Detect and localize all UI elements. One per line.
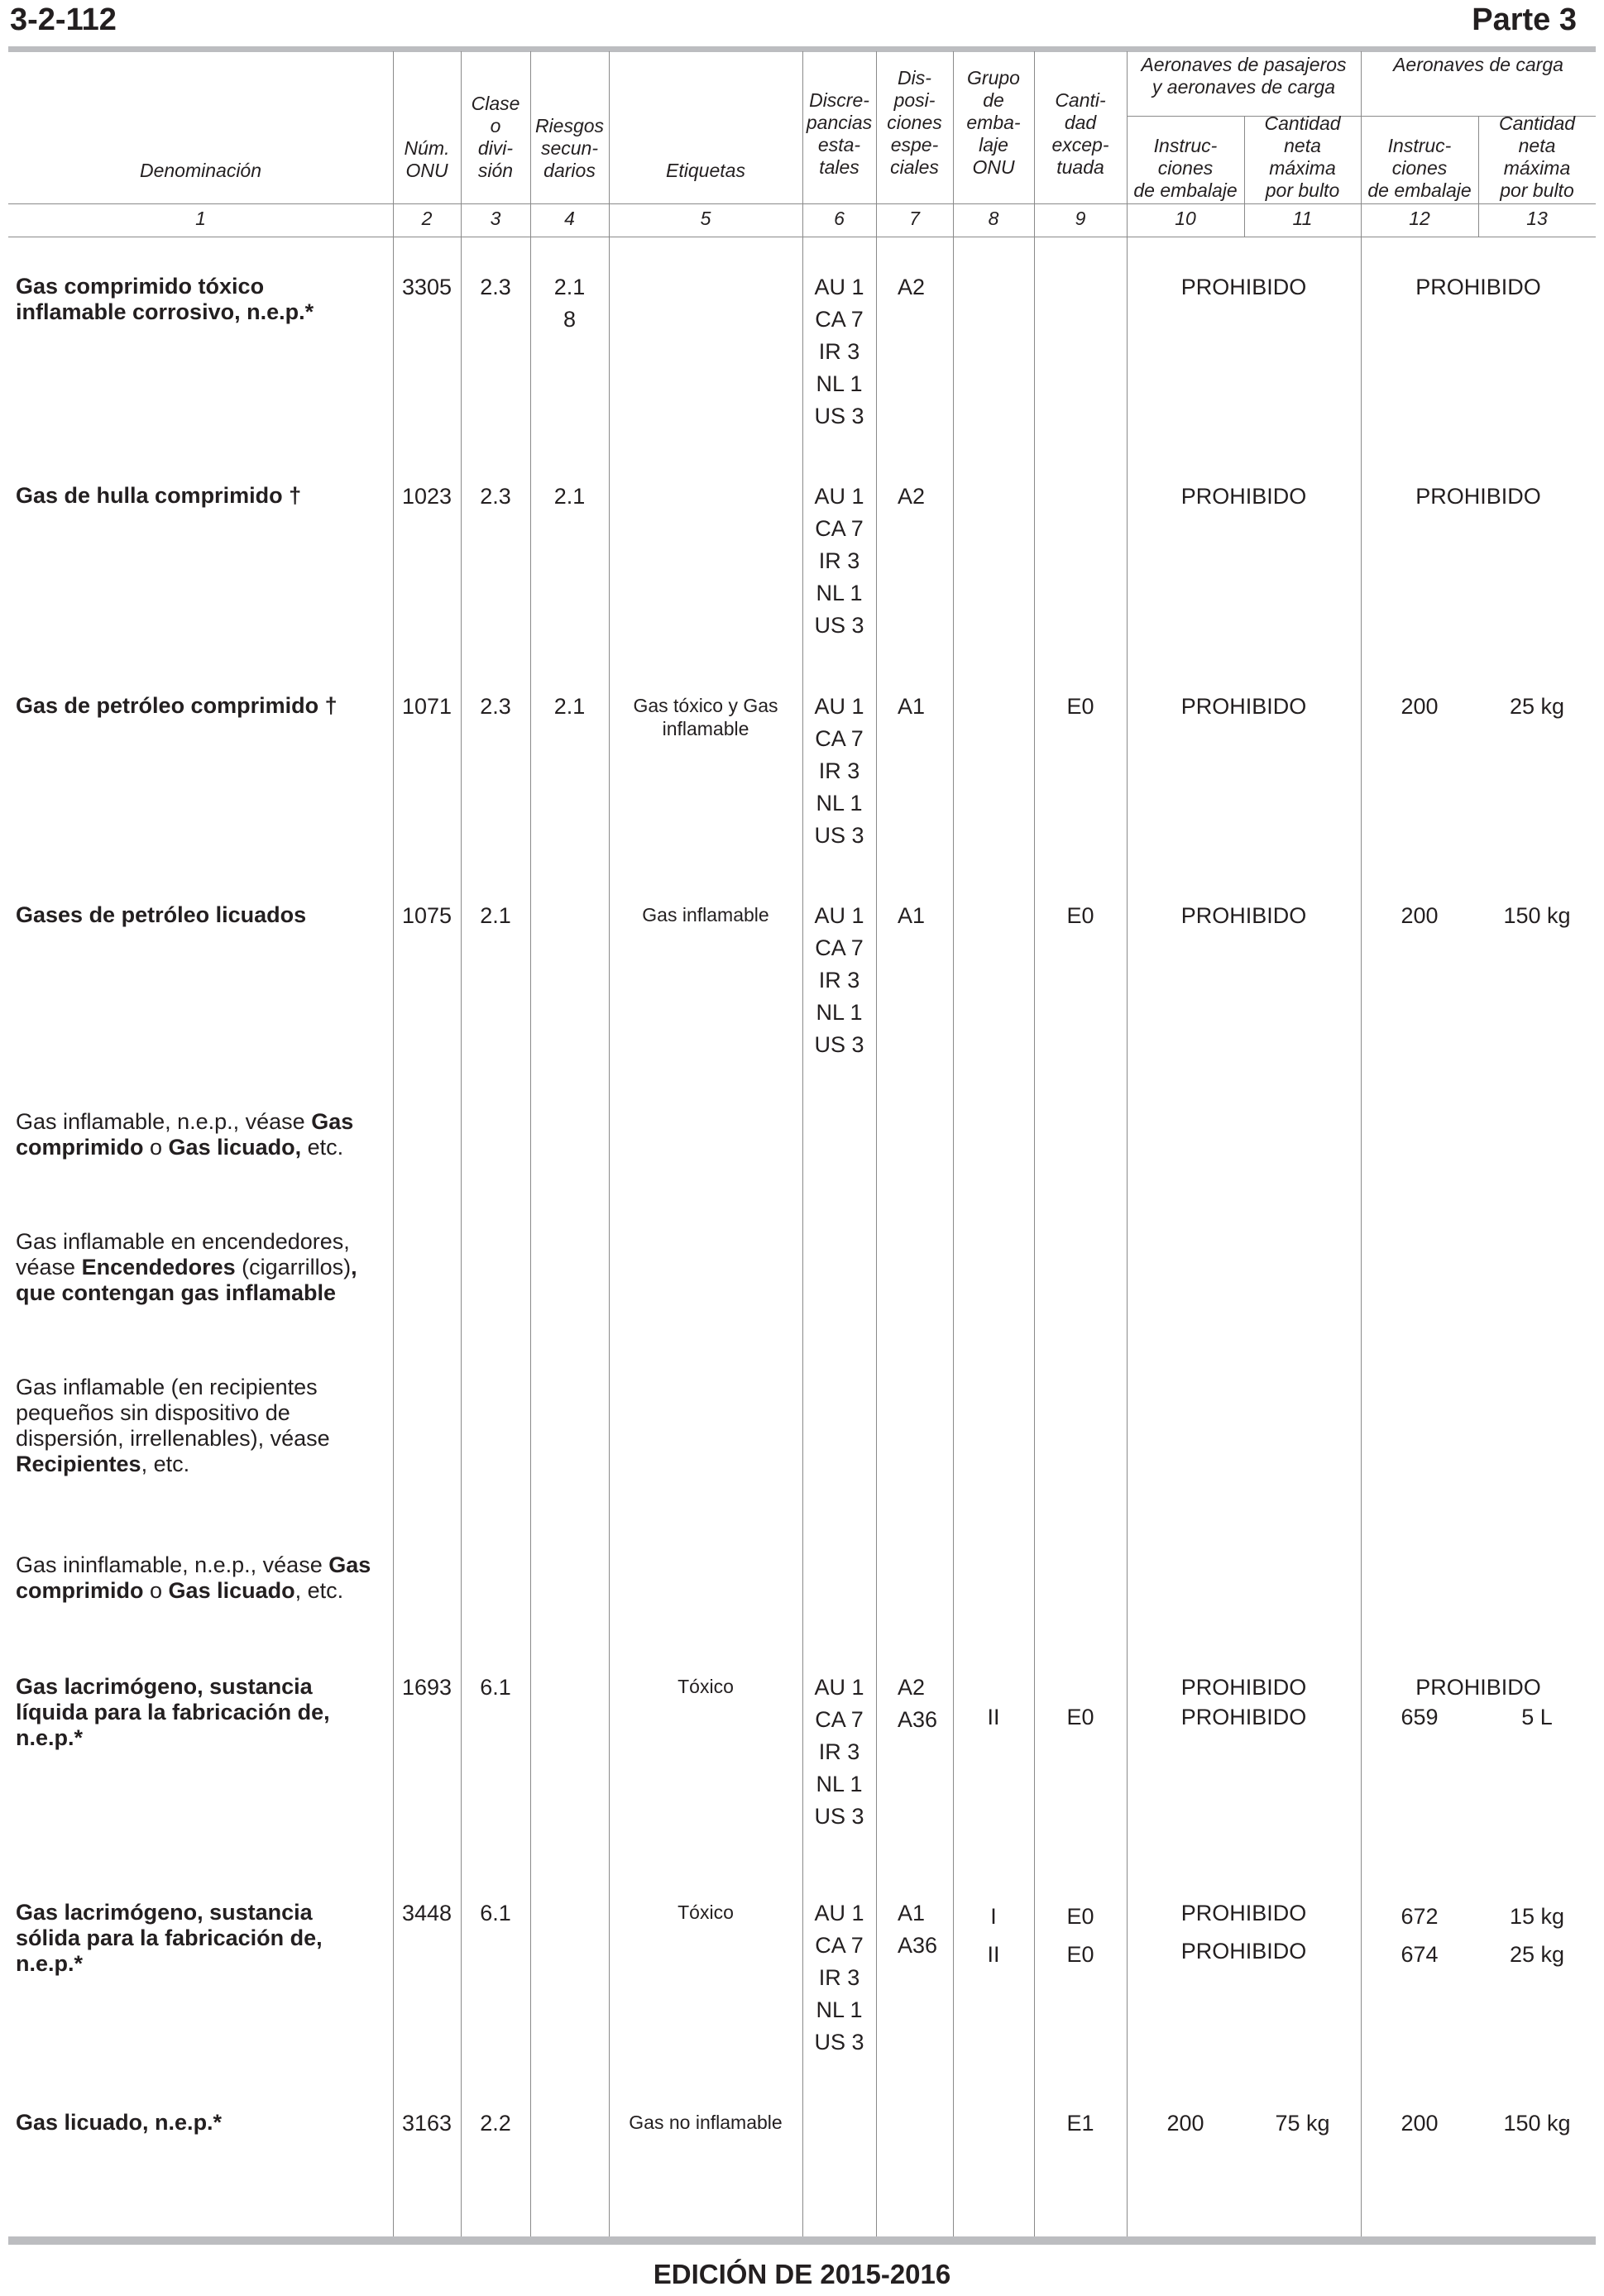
entry-name: Gas licuado, n.e.p.* bbox=[16, 2110, 223, 2135]
subsidiary-risks bbox=[530, 271, 609, 336]
column-number: 3 bbox=[490, 208, 501, 229]
header-num-onu bbox=[393, 51, 461, 182]
subsidiary-risks-value: 2.1 bbox=[553, 694, 586, 719]
state-variations-value: AU 1 bbox=[814, 694, 864, 719]
cargo-packing-instruction bbox=[1361, 900, 1478, 932]
state-variations-value: NL 1 bbox=[816, 581, 863, 605]
special-provisions bbox=[876, 271, 974, 304]
header-cantidad-neta-pax-line: por bulto bbox=[1265, 179, 1340, 201]
reference-text: Gas ininflamable, n.e.p., véase bbox=[16, 1552, 329, 1577]
subsidiary-risks-value: 2.1 bbox=[553, 275, 586, 299]
header-instrucciones-pax-line: Instruc- bbox=[1153, 135, 1218, 156]
entry-name: Gas de petróleo comprimido † bbox=[16, 693, 338, 718]
column-number: 1 bbox=[195, 208, 206, 229]
header-cantidad-exceptuada-line: excep- bbox=[1051, 134, 1109, 155]
excepted-quantity-value: E0 bbox=[1066, 694, 1094, 719]
header-cantidad-exceptuada-line: tuada bbox=[1056, 156, 1104, 178]
header-discrepancias-line: pancias bbox=[806, 112, 873, 133]
header-cantidad-neta-carga bbox=[1478, 112, 1596, 202]
reference-entry bbox=[16, 1229, 380, 1306]
reference-link-term: , que contengan gas inflamable bbox=[16, 1255, 357, 1305]
cargo-max-net-quantity-value: 15 kg bbox=[1509, 1904, 1565, 1929]
special-provisions-value: A2 bbox=[898, 484, 926, 509]
excepted-quantity-value: E0 bbox=[1066, 1705, 1094, 1729]
reference-text: Gas inflamable, n.e.p., véase bbox=[16, 1109, 312, 1134]
reference-link-term: Gas licuado bbox=[168, 1578, 295, 1603]
reference-entry bbox=[16, 1375, 380, 1477]
special-provisions-value: A1 bbox=[898, 903, 926, 928]
packing-group-value: II bbox=[987, 1942, 1000, 1967]
state-variations-value: AU 1 bbox=[814, 1675, 864, 1700]
header-cantidad-neta-pax-line: neta bbox=[1284, 135, 1321, 156]
header-pasajeros-group bbox=[1127, 54, 1361, 98]
class-division bbox=[461, 481, 530, 513]
state-variations-value: US 3 bbox=[814, 2030, 864, 2054]
un-number-value: 1075 bbox=[401, 903, 452, 928]
header-instrucciones-carga-line: de embalaje bbox=[1367, 179, 1472, 201]
state-variations-value: NL 1 bbox=[816, 791, 863, 816]
entry-name: Gases de petróleo licuados bbox=[16, 902, 307, 927]
header-instrucciones-pax-line: de embalaje bbox=[1133, 179, 1238, 201]
special-provisions-value: A1 bbox=[898, 694, 926, 719]
header-disposiciones-line: ciones bbox=[887, 112, 942, 133]
header-cantidad-neta-carga-line: por bulto bbox=[1500, 179, 1574, 201]
column-number: 6 bbox=[834, 208, 845, 229]
cargo-max-net-quantity bbox=[1478, 1701, 1596, 1734]
cargo-prohibited: PROHIBIDO bbox=[1415, 275, 1541, 299]
state-variations-value: US 3 bbox=[814, 1032, 864, 1057]
passenger-prohibited: PROHIBIDO bbox=[1180, 1705, 1307, 1729]
cargo-packing-instruction-value: 200 bbox=[1401, 694, 1439, 719]
reference-text: etc. bbox=[301, 1135, 344, 1160]
state-variations-value: IR 3 bbox=[818, 968, 860, 993]
header-cantidad-exceptuada bbox=[1034, 51, 1127, 179]
state-variations-value: IR 3 bbox=[818, 1739, 860, 1764]
state-variations-value: CA 7 bbox=[815, 726, 864, 751]
passenger-prohibited: PROHIBIDO bbox=[1180, 1901, 1307, 1925]
class-division-value: 2.3 bbox=[480, 275, 511, 299]
column-number: 5 bbox=[700, 208, 711, 229]
cargo-packing-instruction-value: 200 bbox=[1401, 903, 1439, 928]
packing-group bbox=[953, 1701, 1034, 1734]
excepted-quantity bbox=[1034, 691, 1127, 723]
un-number-value: 1023 bbox=[401, 484, 452, 509]
header-num-onu-line: Núm. bbox=[404, 137, 450, 159]
entry-name: Gas comprimido tóxico inflamable corrosivo, n.e.p.* bbox=[16, 274, 314, 324]
excepted-quantity bbox=[1034, 2107, 1127, 2140]
header-cantidad-exceptuada-line: dad bbox=[1064, 112, 1097, 133]
class-division bbox=[461, 1672, 530, 1704]
state-variations bbox=[802, 691, 876, 852]
header-discrepancias-line: esta- bbox=[817, 134, 861, 155]
header-disposiciones-line: Dis- bbox=[898, 67, 931, 88]
reference-link-term: Gas comprimido bbox=[16, 1552, 371, 1603]
excepted-quantity-value: E0 bbox=[1066, 1904, 1094, 1929]
cargo-max-net-quantity bbox=[1478, 1897, 1596, 1973]
header-disposiciones bbox=[876, 51, 953, 179]
state-variations-value: NL 1 bbox=[816, 371, 863, 396]
column-number: 13 bbox=[1526, 208, 1548, 229]
excepted-quantity bbox=[1034, 1897, 1127, 1973]
class-division bbox=[461, 2107, 530, 2140]
state-variations-value: AU 1 bbox=[814, 1901, 864, 1925]
special-provisions bbox=[876, 900, 974, 932]
un-number-value: 3448 bbox=[401, 1901, 452, 1925]
cargo-packing-instruction bbox=[1361, 2107, 1478, 2140]
cargo-max-net-quantity-value: 150 kg bbox=[1503, 903, 1571, 928]
passenger-packing-instruction bbox=[1127, 2107, 1244, 2140]
state-variations-value: US 3 bbox=[814, 404, 864, 428]
passenger-prohibited: PROHIBIDO bbox=[1180, 1675, 1307, 1700]
header-disposiciones-line: espe- bbox=[890, 134, 939, 155]
cargo-packing-instruction-value: 659 bbox=[1401, 1705, 1439, 1729]
passenger-prohibited: PROHIBIDO bbox=[1180, 694, 1307, 719]
state-variations-value: AU 1 bbox=[814, 275, 864, 299]
passenger-max-net-quantity-value: 75 kg bbox=[1275, 2111, 1330, 2136]
header-riesgos bbox=[530, 51, 609, 182]
labels-cell: Gas no inflamable bbox=[629, 2112, 783, 2133]
header-cantidad-neta-pax bbox=[1244, 112, 1361, 202]
header-clase-line: o bbox=[490, 115, 501, 136]
header-denominacion-line: Denominación bbox=[139, 160, 262, 181]
class-division-value: 2.2 bbox=[480, 2111, 511, 2136]
header-denominacion bbox=[8, 51, 393, 182]
header-grupo-line: emba- bbox=[966, 112, 1021, 133]
column-divider bbox=[530, 51, 531, 2236]
reference-text: o bbox=[143, 1578, 169, 1603]
packing-group-value: II bbox=[987, 1705, 1000, 1729]
passenger-prohibited: PROHIBIDO bbox=[1180, 1939, 1307, 1964]
class-division-value: 6.1 bbox=[480, 1675, 511, 1700]
state-variations-value: US 3 bbox=[814, 613, 864, 638]
reference-link-term: Encendedores bbox=[81, 1255, 236, 1280]
labels-cell: Tóxico bbox=[678, 1676, 734, 1697]
header-disposiciones-line: posi- bbox=[893, 89, 936, 111]
part-label: Parte 3 bbox=[1472, 2, 1577, 37]
class-division-value: 6.1 bbox=[480, 1901, 511, 1925]
state-variations-value: CA 7 bbox=[815, 307, 864, 332]
cargo-max-net-quantity bbox=[1478, 691, 1596, 723]
state-variations-value: NL 1 bbox=[816, 1997, 863, 2022]
reference-text: Gas inflamable en encendedores, véase bbox=[16, 1229, 350, 1280]
un-number bbox=[393, 481, 461, 513]
cargo-max-net-quantity-value: 25 kg bbox=[1509, 1942, 1565, 1967]
state-variations-value: IR 3 bbox=[818, 548, 860, 573]
header-instrucciones-pax-line: ciones bbox=[1157, 157, 1214, 179]
special-provisions-value: A1 bbox=[898, 1901, 926, 1925]
cargo-packing-instruction-value: 674 bbox=[1401, 1942, 1439, 1967]
header-riesgos-line: Riesgos bbox=[534, 115, 605, 136]
state-variations-value: IR 3 bbox=[818, 1965, 860, 1990]
page-number: 3-2-112 bbox=[10, 2, 117, 37]
state-variations-value: CA 7 bbox=[815, 935, 864, 960]
class-division-value: 2.3 bbox=[480, 484, 511, 509]
header-riesgos-line: secun- bbox=[540, 137, 599, 159]
state-variations-value: IR 3 bbox=[818, 758, 860, 783]
un-number bbox=[393, 1897, 461, 1930]
header-instrucciones-carga bbox=[1361, 116, 1478, 202]
subsidiary-risks bbox=[530, 481, 609, 513]
passenger-prohibited: PROHIBIDO bbox=[1180, 903, 1307, 928]
excepted-quantity-value: E1 bbox=[1066, 2111, 1094, 2136]
cargo-max-net-quantity bbox=[1478, 900, 1596, 932]
passenger-max-net-quantity bbox=[1244, 2107, 1361, 2140]
header-cantidad-neta-carga-line: máxima bbox=[1503, 157, 1571, 179]
column-number: 10 bbox=[1175, 208, 1196, 229]
reference-text: , etc. bbox=[294, 1578, 344, 1603]
column-number: 8 bbox=[988, 208, 999, 229]
bottom-rule bbox=[8, 2236, 1596, 2245]
cargo-max-net-quantity-value: 5 L bbox=[1521, 1705, 1553, 1729]
class-division-value: 2.1 bbox=[480, 903, 511, 928]
header-instrucciones-carga-line: ciones bbox=[1391, 157, 1448, 179]
header-discrepancias-line: Discre- bbox=[809, 89, 869, 111]
special-provisions-value: A2 bbox=[898, 1675, 926, 1700]
labels-cell: Tóxico bbox=[678, 1901, 734, 1923]
cargo-max-net-quantity-value: 25 kg bbox=[1509, 694, 1565, 719]
cargo-packing-instruction-value: 672 bbox=[1401, 1904, 1439, 1929]
cargo-prohibited: PROHIBIDO bbox=[1415, 1675, 1541, 1700]
column-number: 7 bbox=[909, 208, 920, 229]
class-division-value: 2.3 bbox=[480, 694, 511, 719]
header-discrepancias bbox=[802, 51, 876, 179]
header-riesgos-line: darios bbox=[543, 160, 596, 181]
state-variations-value: US 3 bbox=[814, 1804, 864, 1829]
excepted-quantity-value: E0 bbox=[1066, 903, 1094, 928]
excepted-quantity-value: E0 bbox=[1066, 1942, 1094, 1967]
cargo-packing-instruction-value: 200 bbox=[1401, 2111, 1439, 2136]
header-etiquetas-line: Etiquetas bbox=[666, 160, 745, 181]
header-clase-line: sión bbox=[477, 160, 514, 181]
column-number: 9 bbox=[1075, 208, 1086, 229]
excepted-quantity bbox=[1034, 900, 1127, 932]
special-provisions-value: A2 bbox=[898, 275, 926, 299]
header-clase-line: divi- bbox=[477, 137, 514, 159]
reference-text: Gas inflamable (en recipientes pequeños sin dispositivo de dispersión, irrellenables), véase bbox=[16, 1375, 330, 1451]
special-provisions-value: A36 bbox=[898, 1707, 938, 1732]
state-variations-value: AU 1 bbox=[814, 903, 864, 928]
reference-text: , etc. bbox=[141, 1452, 190, 1476]
header-pasajeros-line: y aeronaves de carga bbox=[1152, 76, 1336, 98]
packing-group bbox=[953, 1897, 1034, 1973]
subsidiary-risks bbox=[530, 691, 609, 723]
un-number-value: 3163 bbox=[401, 2111, 452, 2136]
entry-name: Gas lacrimógeno, sustancia sólida para la fabricación de, n.e.p.* bbox=[16, 1900, 323, 1976]
reference-text: o bbox=[143, 1135, 169, 1160]
column-number: 4 bbox=[564, 208, 575, 229]
subsidiary-risks-value: 8 bbox=[563, 307, 577, 332]
class-division bbox=[461, 900, 530, 932]
cargo-max-net-quantity-value: 150 kg bbox=[1503, 2111, 1571, 2136]
header-disposiciones-line: ciales bbox=[890, 156, 939, 178]
header-cantidad-neta-pax-line: Cantidad bbox=[1264, 112, 1341, 134]
header-grupo-line: de bbox=[983, 89, 1004, 111]
reference-entry bbox=[16, 1109, 380, 1160]
header-pasajeros-line: Aeronaves de pasajeros bbox=[1141, 54, 1347, 75]
header-carga-group: Aeronaves de carga bbox=[1393, 54, 1563, 75]
header-cantidad-neta-carga-line: Cantidad bbox=[1498, 112, 1576, 134]
header-grupo-line: laje bbox=[979, 134, 1008, 155]
reference-text: (cigarrillos) bbox=[235, 1255, 352, 1280]
state-variations-value: CA 7 bbox=[815, 1707, 864, 1732]
cargo-packing-instruction bbox=[1361, 691, 1478, 723]
state-variations-value: CA 7 bbox=[815, 516, 864, 541]
state-variations-value: AU 1 bbox=[814, 484, 864, 509]
edition-footer: EDICIÓN DE 2015-2016 bbox=[653, 2259, 951, 2289]
cargo-packing-instruction bbox=[1361, 1701, 1478, 1734]
state-variations-value: US 3 bbox=[814, 823, 864, 848]
column-number: 12 bbox=[1409, 208, 1430, 229]
un-number bbox=[393, 691, 461, 723]
class-division bbox=[461, 1897, 530, 1930]
un-number-value: 1693 bbox=[401, 1675, 452, 1700]
state-variations bbox=[802, 481, 876, 642]
labels-cell: Gas tóxico y Gas inflamable bbox=[633, 695, 778, 739]
header-instrucciones-carga-line: Instruc- bbox=[1387, 135, 1452, 156]
entry-name: Gas lacrimógeno, sustancia líquida para la fabricación de, n.e.p.* bbox=[16, 1674, 330, 1750]
header-clase-line: Clase bbox=[471, 93, 520, 114]
reference-link-term: Gas licuado, bbox=[168, 1135, 302, 1160]
packing-group-value: I bbox=[990, 1904, 997, 1929]
state-variations-value: NL 1 bbox=[816, 1000, 863, 1025]
excepted-quantity bbox=[1034, 1701, 1127, 1734]
header-num-onu-line: ONU bbox=[405, 160, 448, 181]
un-number bbox=[393, 900, 461, 932]
un-number-value: 1071 bbox=[401, 694, 452, 719]
header-cantidad-neta-pax-line: máxima bbox=[1269, 157, 1336, 179]
passenger-prohibited: PROHIBIDO bbox=[1180, 484, 1307, 509]
special-provisions-value: A36 bbox=[898, 1933, 938, 1958]
state-variations bbox=[802, 900, 876, 1061]
column-number: 2 bbox=[421, 208, 433, 229]
header-instrucciones-pax bbox=[1127, 116, 1244, 202]
subsidiary-risks-value: 2.1 bbox=[553, 484, 586, 509]
un-number bbox=[393, 1672, 461, 1704]
column-number: 11 bbox=[1292, 208, 1313, 229]
class-division bbox=[461, 271, 530, 304]
state-variations bbox=[802, 271, 876, 433]
header-grupo-line: Grupo bbox=[967, 67, 1020, 88]
cargo-max-net-quantity bbox=[1478, 2107, 1596, 2140]
reference-link-term: Recipientes bbox=[16, 1452, 141, 1476]
reference-entry bbox=[16, 1552, 380, 1604]
special-provisions bbox=[876, 481, 974, 513]
entry-name: Gas de hulla comprimido † bbox=[16, 483, 302, 508]
header-grupo-line: ONU bbox=[972, 156, 1015, 178]
un-number bbox=[393, 271, 461, 304]
header-cantidad-neta-carga-line: neta bbox=[1518, 135, 1556, 156]
reference-link-term: Gas comprimido bbox=[16, 1109, 354, 1160]
un-number-value: 3305 bbox=[401, 275, 452, 299]
state-variations-value: NL 1 bbox=[816, 1772, 863, 1796]
header-grupo bbox=[953, 51, 1034, 179]
passenger-packing-instruction-value: 200 bbox=[1166, 2111, 1204, 2136]
class-division bbox=[461, 691, 530, 723]
column-divider bbox=[609, 51, 610, 2236]
un-number bbox=[393, 2107, 461, 2140]
special-provisions bbox=[876, 691, 974, 723]
state-variations-value: CA 7 bbox=[815, 1933, 864, 1958]
state-variations bbox=[802, 1672, 876, 1833]
cargo-prohibited: PROHIBIDO bbox=[1415, 484, 1541, 509]
header-cantidad-exceptuada-line: Canti- bbox=[1055, 89, 1106, 111]
header-clase bbox=[461, 51, 530, 182]
passenger-prohibited: PROHIBIDO bbox=[1180, 275, 1307, 299]
cargo-packing-instruction bbox=[1361, 1897, 1478, 1973]
labels-cell: Gas inflamable bbox=[642, 904, 769, 926]
header-etiquetas bbox=[609, 51, 802, 182]
header-discrepancias-line: tales bbox=[819, 156, 859, 178]
state-variations-value: IR 3 bbox=[818, 339, 860, 364]
state-variations bbox=[802, 1897, 876, 2059]
